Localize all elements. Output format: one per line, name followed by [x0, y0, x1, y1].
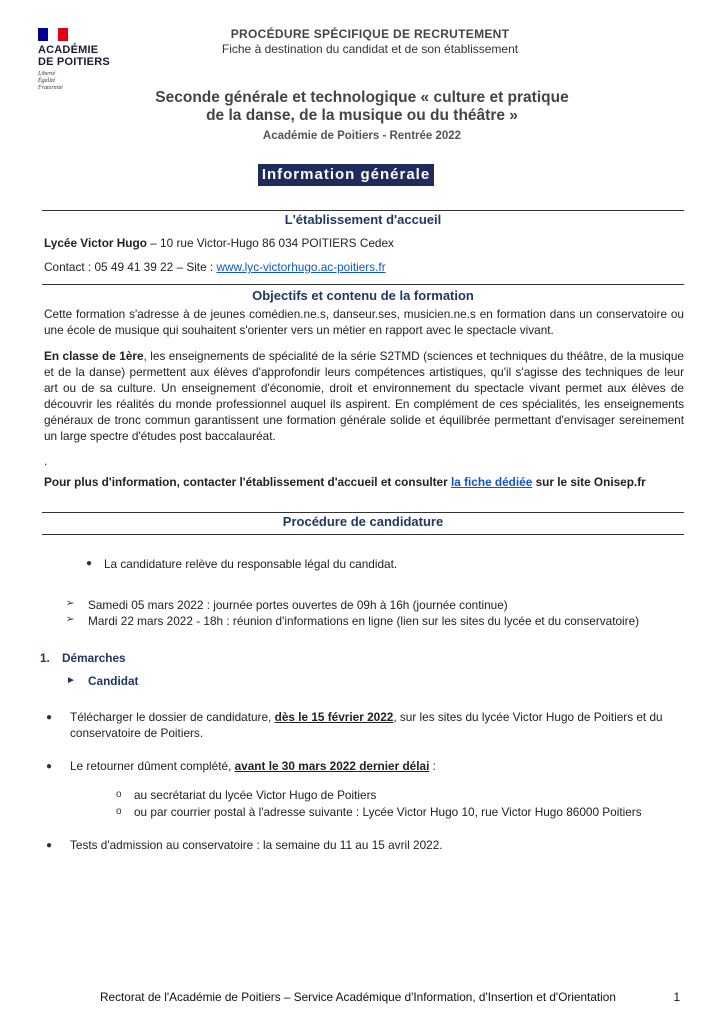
bullet-icon: ● — [46, 761, 53, 772]
tests-admission-item: Tests d'admission au conservatoire : la semaine du 11 au 15 avril 2022. — [70, 838, 443, 852]
portes-ouvertes-item: Samedi 05 mars 2022 : journée portes ouvertes de 09h à 16h (journée continue) — [88, 598, 508, 612]
procedure-heading: PROCÉDURE SPÉCIFIQUE DE RECRUTEMENT — [230, 27, 510, 41]
page-footer — [100, 990, 680, 1004]
step1-date: dès le 15 février 2022 — [274, 710, 394, 724]
courrier-postal-item: ou par courrier postal à l'adresse suivante : Lycée Victor Hugo 10, rue Victor Hugo 86000 Poitiers — [134, 805, 642, 819]
telecharger-dossier-item — [70, 709, 684, 741]
reunion-information-item: Mardi 22 mars 2022 - 18h : réunion d'informations en ligne (lien sur les sites du lycée et du conservatoire) — [88, 614, 640, 628]
document-header — [200, 27, 540, 56]
candidat-heading: Candidat — [88, 674, 139, 688]
page-number: 1 — [673, 990, 680, 1004]
objectifs-heading: Objectifs et contenu de la formation — [252, 288, 474, 303]
candidature-responsable-item: La candidature relève du responsable légal du candidat. — [104, 557, 398, 571]
etablissement-street: – 10 rue Victor-Hugo 86 034 POITIERS Cedex — [146, 236, 394, 250]
title-line-1: Seconde générale et technologique « culture et pratique — [155, 89, 569, 106]
bullet-icon: ● — [46, 712, 53, 723]
marianne-flag-icon — [38, 28, 68, 41]
retourner-dossier-item — [70, 758, 436, 774]
etablissement-address — [44, 235, 684, 251]
contact-phone: Contact : 05 49 41 39 22 – Site : — [44, 260, 217, 274]
more-info-line — [44, 474, 684, 490]
stray-dot: . — [44, 454, 48, 468]
demarches-heading: Démarches — [62, 651, 126, 665]
academie-logo — [38, 28, 118, 92]
footer-text: Rectorat de l'Académie de Poitiers – Service Académique d'Information, d'Insertion et d'Orientation — [100, 990, 616, 1004]
section-divider — [42, 210, 684, 211]
procedure-heading-section: Procédure de candidature — [282, 514, 444, 529]
info-generale-banner: Information générale — [258, 164, 434, 186]
secretariat-item: au secrétariat du lycée Victor Hugo de Poitiers — [134, 788, 377, 802]
objectifs-paragraph-1: Cette formation s'adresse à de jeunes comédien.ne.s, danseur.ses, musicien.ne.s en formation dans un conservatoire ou une école de musique qui souhaitent s'orienter vers un métier en rapport avec le spectacle vivant. — [44, 307, 684, 337]
page-subtitle: Académie de Poitiers - Rentrée 2022 — [262, 130, 462, 142]
demarches-number: 1. — [40, 651, 50, 665]
etablissement-name: Lycée Victor Hugo — [44, 236, 147, 250]
arrow-bullet-icon: ➢ — [66, 598, 75, 609]
motto-fraternite: Fraternité — [38, 85, 63, 91]
fiche-subheading: Fiche à destination du candidat et de son établissement — [221, 42, 519, 56]
etablissement-contact — [44, 259, 684, 275]
arrow-bullet-icon: ➢ — [66, 614, 75, 625]
step2-text-c: : — [429, 759, 436, 773]
motto-egalite: Égalité — [38, 78, 56, 84]
bullet-icon: ● — [86, 558, 93, 569]
page-title — [80, 89, 644, 125]
logo-line-academie: ACADÉMIE — [38, 44, 99, 56]
etablissement-heading: L'établissement d'accueil — [284, 212, 442, 227]
circle-bullet-icon: o — [116, 806, 122, 817]
section-divider — [42, 512, 684, 513]
step2-text-a: Le retourner dûment complété, — [70, 759, 235, 773]
more-info-suffix: sur le site Onisep.fr — [532, 475, 646, 489]
section-divider — [42, 534, 684, 535]
classe-premiere-label: En classe de 1ère — [44, 349, 144, 363]
circle-bullet-icon: o — [116, 789, 122, 800]
lycee-website-link[interactable]: www.lyc-victorhugo.ac-poitiers.fr — [216, 260, 386, 274]
motto-liberte: Liberté — [38, 71, 56, 77]
logo-line-poitiers: DE POITIERS — [38, 56, 110, 68]
step2-deadline: avant le 30 mars 2022 dernier délai — [234, 759, 430, 773]
section-divider — [42, 284, 684, 285]
triangle-bullet-icon: ► — [66, 675, 76, 686]
step1-text-c: , sur les sites du lycée Victor Hugo de Poitiers et du conservatoire de Poitiers. — [70, 710, 663, 740]
objectifs-paragraph-2-text: , les enseignements de spécialité de la série S2TMD (sciences et techniques du théâtre, de la musique et de la danse) permettent aux élèves d'approfondir leurs compétences artistiques, qu'il s'agisse des techniques de leur art ou de sa culture. Un enseignement d'économie, droit et environnement du spectacle vivant permet aux élèves de découvrir les réalités du monde professionnel auquel ils aspirent. En complément de ces spécialités, les enseignements généraux de tronc commun garantissent une formation générale solide et équilibrée permettant d'envisager sereinement un large spectre d'études post baccalauréat. — [44, 349, 684, 443]
more-info-prefix: Pour plus d'information, contacter l'établissement d'accueil et consulter — [44, 475, 451, 489]
step1-text-a: Télécharger le dossier de candidature, — [70, 710, 275, 724]
objectifs-paragraph-2 — [44, 348, 684, 444]
bullet-icon: ● — [46, 840, 53, 851]
title-line-2: de la danse, de la musique ou du théâtre » — [206, 107, 518, 124]
fiche-dediee-link[interactable]: la fiche dédiée — [450, 475, 533, 489]
